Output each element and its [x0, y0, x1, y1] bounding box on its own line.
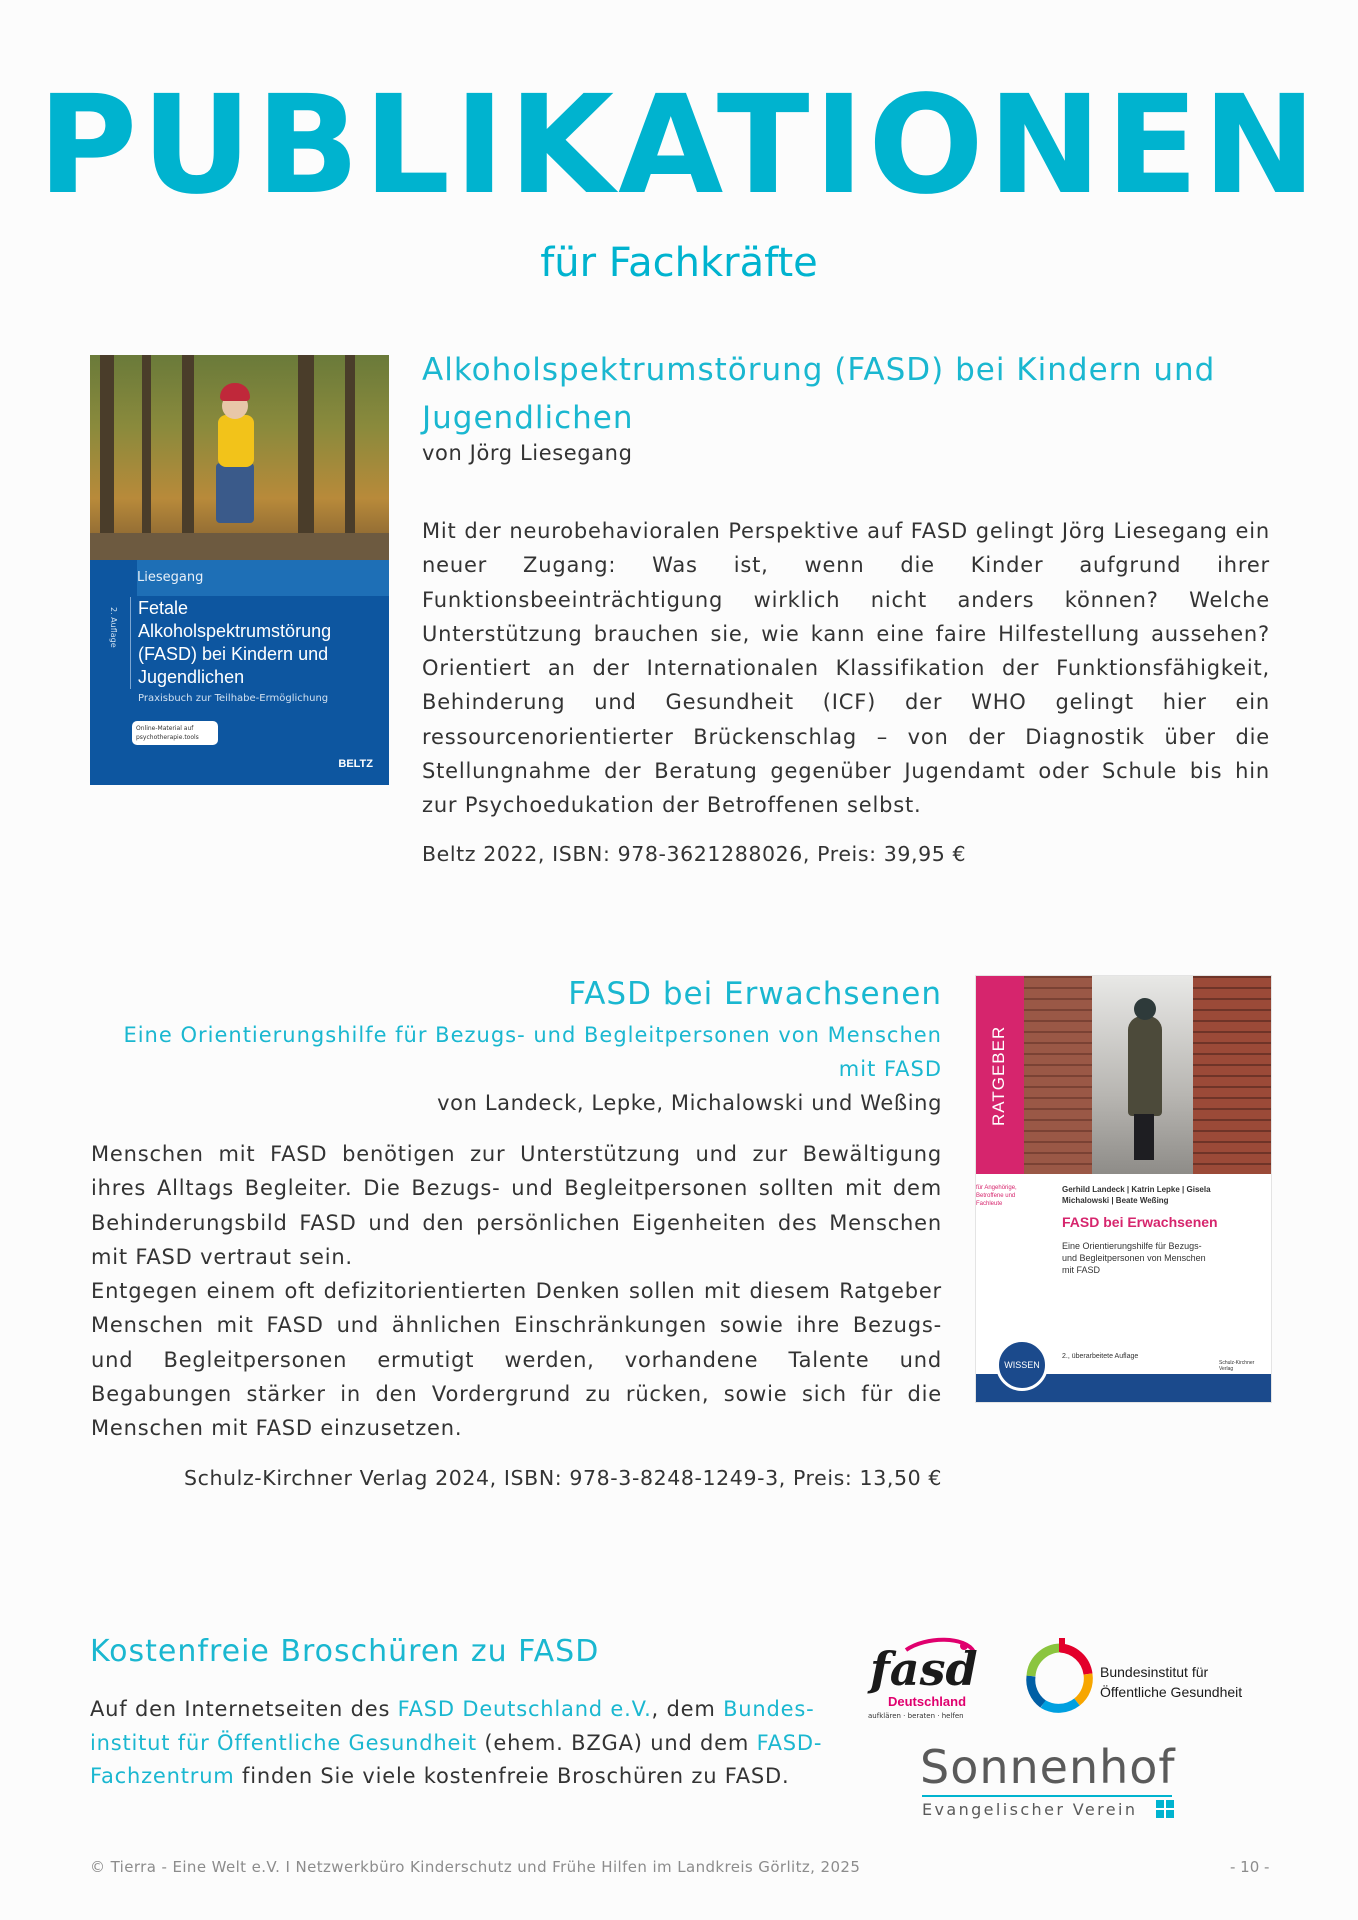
cover-author [137, 560, 389, 596]
bio-circle-icon [1025, 1636, 1095, 1724]
book2-author: von Landeck, Lepke, Michalowski und Weßing [437, 1091, 942, 1115]
brick-wall [1193, 976, 1271, 1174]
bio-line-2: Öffentliche Gesundheit [1100, 1684, 1243, 1700]
bio-line-1: Bundesinstitut für [1100, 1664, 1209, 1680]
book1-info [422, 346, 1270, 470]
cover-publisher: Schulz-Kirchner Verlag [1218, 1359, 1270, 1373]
cover-authors: Gerhild Landeck | Katrin Lepke | Gisela Michalowski | Beate Weßing [1062, 1185, 1211, 1205]
cover-edition: 2., überarbeitete Auflage [1062, 1353, 1139, 1360]
log [90, 533, 389, 560]
cover-title: Fetale Alkoholspektrumstörung (FASD) bei Kindern und Jugendlichen [138, 598, 332, 687]
book1-author: von Jörg Liesegang [422, 441, 633, 465]
cover-divider [130, 597, 131, 689]
book1-meta: Beltz 2022, ISBN: 978-3621288026, Preis: 39,95 € [422, 842, 967, 866]
tree-trunk [298, 355, 314, 560]
link-fasd-fachzentrum[interactable]: FASD-Fachzentrum [90, 1730, 823, 1788]
book1-description: Mit der neurobehavioralen Perspektive auf FASD gelingt Jörg Liesegang ein neuer Zugang: Was ist, wenn die Kinder aufgrund ihrer Funktionsbeeinträchtigung wirklich nicht anders können? Welche Unterstützung brauchen sie, wie kann eine faire Hilfestellung aussehen? Orientiert an der Internationalen Klassifikation der Funktionsfähigkeit, Behinderung und Gesundheit (ICF) der WHO gelingt hier ein ressourcenorientierter Brückenschlag – von der Diagnostik über die Stellungnahme der Beratung gegenüber Jugendamt oder Schule bis hin zur Psychoedukation der Betroffenen selbst. [422, 519, 1270, 818]
brochures-text-3: (ehem. BZGA) und dem [476, 1730, 757, 1755]
book2-subtitle-line2: mit FASD [838, 1057, 942, 1081]
walking-person [1134, 1114, 1154, 1160]
cover-title: FASD bei Erwachsenen [1062, 1214, 1218, 1230]
fasd-wordmark: fasd [870, 1642, 978, 1696]
footer-copyright: © Tierra - Eine Welt e.V. I Netzwerkbüro Kinderschutz und Frühe Hilfen im Landkreis Görlitz, 2025 [90, 1858, 861, 1876]
tree-trunk [182, 355, 194, 560]
child-figure [216, 463, 254, 523]
online-material-badge: Online-Material auf psychotherapie.tools [132, 721, 218, 745]
book2-subtitle-line1: Eine Orientierungshilfe für Bezugs- und Begleitpersonen von Menschen [123, 1023, 942, 1047]
cover-audience: für Angehörige, Betroffene und Fachleute [976, 1185, 1017, 1207]
brochures-text-1: Auf den Internetseiten des [90, 1697, 398, 1721]
walking-person [1128, 1016, 1162, 1116]
sonnenhof-rule [922, 1795, 1172, 1797]
brochures-text-2: , dem [651, 1697, 724, 1721]
page-subtitle: für Fachkräfte [540, 240, 818, 286]
book1-title-line1: Alkoholspektrumstörung (FASD) bei Kindern und [422, 352, 1216, 388]
ratgeber-label: RATGEBER [989, 1025, 1008, 1126]
book2-paragraph-1: Menschen mit FASD benötigen zur Unterstützung und zur Bewältigung ihres Alltags Begleiter. Die Bezugs- und Begleitpersonen sollten mit dem Behinderungsbild FASD und den persönlichen Eigenheiten des Menschen mit FASD vertraut sein. [91, 1142, 942, 1269]
cover-subtitle: Eine Orientierungshilfe für Bezugs- und Begleitpersonen von Menschen mit FASD [1062, 1241, 1206, 1275]
brochures-text-4: finden Sie viele kostenfreie Broschüren zu FASD. [234, 1764, 790, 1788]
page-number: - 10 - [1230, 1858, 1270, 1876]
brochures-text [90, 1693, 826, 1794]
book1-title-line2: Jugendlichen [422, 400, 634, 436]
tree-trunk [345, 355, 355, 560]
cover-author-text: Liesegang [137, 570, 204, 585]
book2-info [90, 970, 942, 1120]
publisher-logo: BELTZ [338, 758, 373, 770]
book-cover-fasd-kinder [90, 355, 389, 785]
sonnenhof-subline: Evangelischer Verein [922, 1800, 1138, 1819]
book2-title: FASD bei Erwachsenen [568, 976, 942, 1012]
link-fasd-deutschland[interactable]: FASD Deutschland e.V. [397, 1697, 652, 1721]
cover-edition: 2. Auflage [109, 607, 118, 648]
tree-trunk [100, 355, 114, 560]
child-figure [218, 415, 254, 467]
page-title: PUBLIKATIONEN [37, 67, 1321, 225]
cross-icon [1156, 1800, 1174, 1818]
link-bundesinstitut[interactable]: Bundes-institut für Öffentliche Gesundheit [90, 1697, 815, 1755]
book2-description [91, 1137, 942, 1446]
book-cover-fasd-erwachsene [975, 975, 1272, 1403]
fasd-country: Deutschland [888, 1694, 967, 1709]
sonnenhof-wordmark: Sonnenhof [920, 1740, 1176, 1794]
sonnenhof-logo [920, 1742, 1180, 1822]
walking-person [1134, 998, 1156, 1020]
cover-subtitle: Praxisbuch zur Teilhabe-Ermöglichung [138, 693, 329, 704]
fasd-deutschland-logo [866, 1636, 984, 1728]
tree-trunk [142, 355, 151, 560]
brick-wall [1024, 976, 1092, 1174]
book2-paragraph-2: Entgegen einem oft defizitorientierten Denken sollen mit diesem Ratgeber Menschen mit FASD und ähnlichen Einschränkungen sowie ihre Bezugs- und Begleitpersonen ermutigt werden, vorhandene Talente und Begabungen stärker in den Vordergrund zu rücken, sowie sich für die Menschen mit FASD einzusetzen. [91, 1279, 942, 1441]
brochures-heading: Kostenfreie Broschüren zu FASD [90, 1634, 600, 1669]
fasd-tagline: aufklären · beraten · helfen [868, 1712, 964, 1720]
bundesinstitut-logo [1025, 1636, 1275, 1724]
book2-meta: Schulz-Kirchner Verlag 2024, ISBN: 978-3-8248-1249-3, Preis: 13,50 € [183, 1466, 942, 1490]
wissen-badge: WISSEN [996, 1339, 1048, 1391]
